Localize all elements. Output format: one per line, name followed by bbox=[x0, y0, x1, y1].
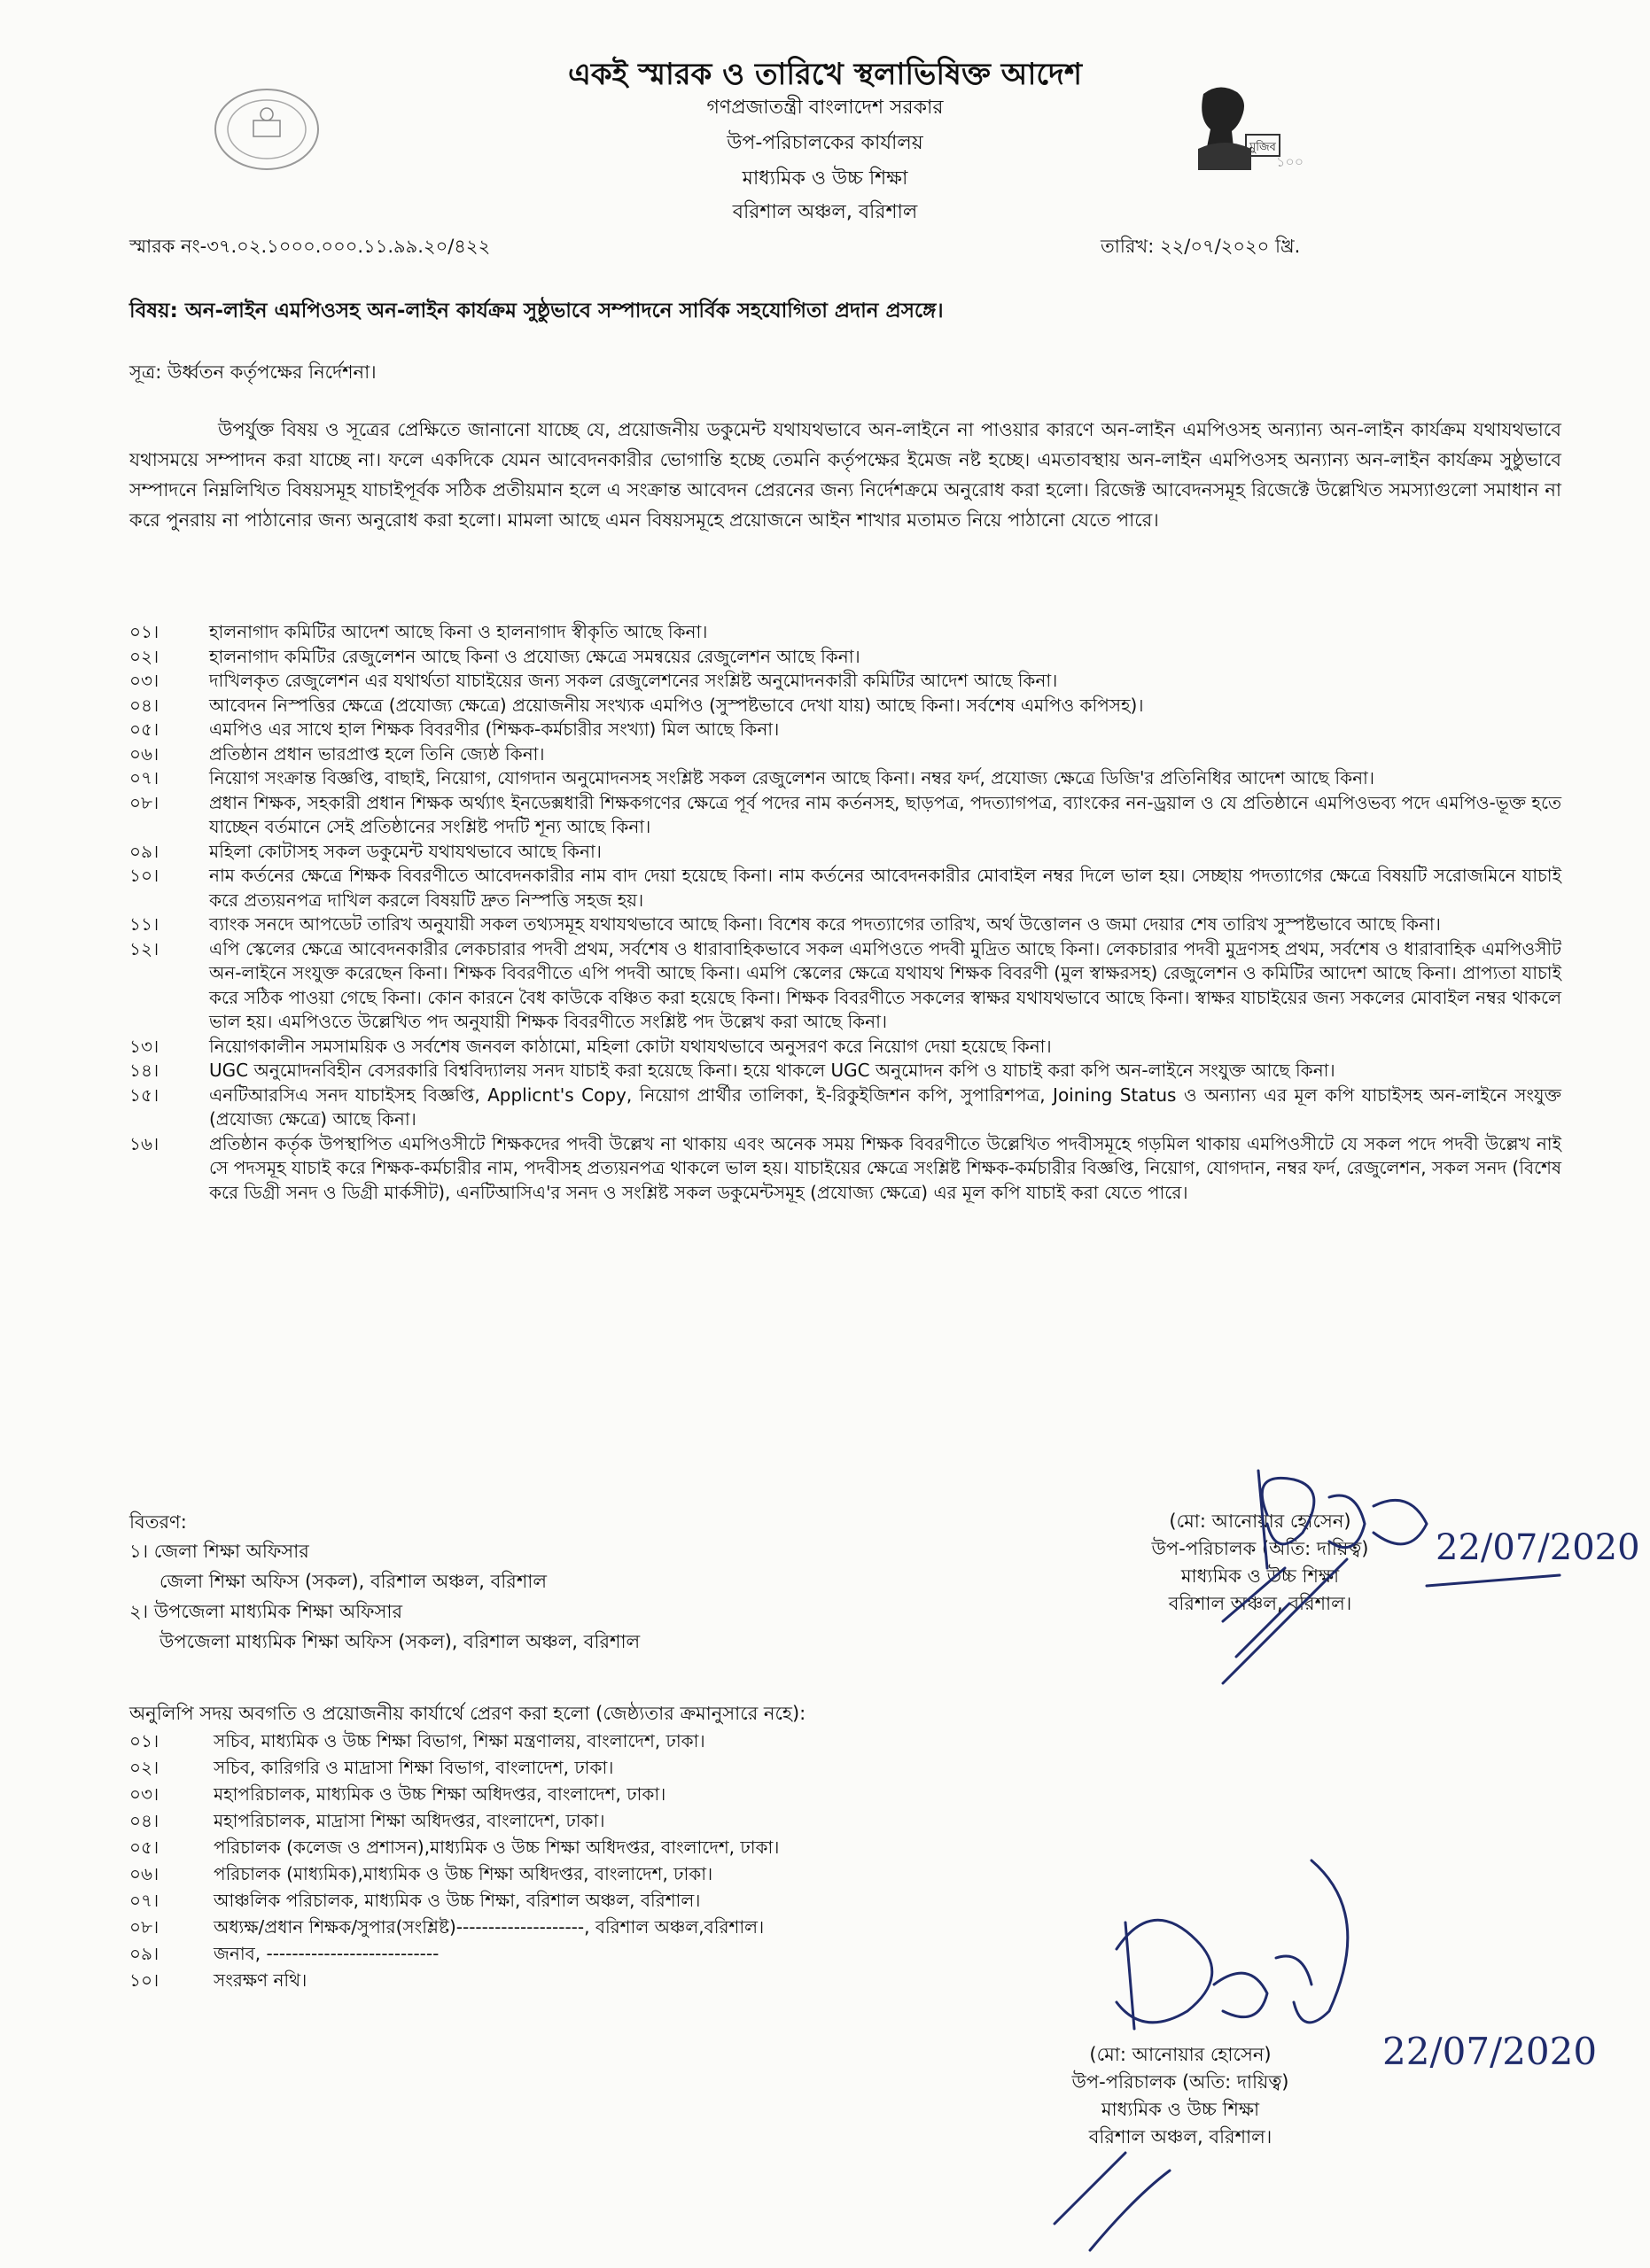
list-item-number: ০২। bbox=[129, 1757, 160, 1778]
list-item-number: ০১। bbox=[129, 1730, 160, 1751]
list-item-text: সংরক্ষণ নথি। bbox=[214, 1969, 307, 1991]
list-item-number: ১০। bbox=[129, 1969, 160, 1991]
list-item bbox=[129, 766, 1561, 791]
zone-name: বরিশাল অঞ্চল, বরিশাল bbox=[732, 201, 918, 223]
distribution-entry: ১। জেলা শিক্ষা অফিসার bbox=[129, 1541, 309, 1562]
list-item-number: ১১। bbox=[129, 913, 160, 935]
list-item-number: ০৫। bbox=[129, 718, 160, 740]
list-item-number: ০৫। bbox=[129, 1837, 160, 1858]
list-item-number: ০৩। bbox=[129, 670, 160, 691]
list-item-text: নিয়োগ সংক্রান্ত বিজ্ঞপ্তি, বাছাই, নিয়োগ, যোগদান অনুমোদনসহ সংশ্লিষ্ট সকল রেজুলেশন আছে কিনা। নম্বর ফর্দ, প্রযোজ্য ক্ষেত্রে ডিজি'র প্রতিনিধির আদেশ আছে কিনা। bbox=[209, 767, 1375, 788]
list-item bbox=[129, 1084, 1561, 1132]
list-item bbox=[129, 669, 1561, 694]
list-item-number: ০৯। bbox=[129, 1943, 160, 1964]
list-item bbox=[129, 694, 1561, 718]
list-item bbox=[129, 1834, 1104, 1860]
list-item-number: ০৯। bbox=[129, 840, 160, 862]
distribution-heading: বিতরণ: bbox=[129, 1511, 187, 1533]
list-item bbox=[129, 1781, 1104, 1807]
cc-heading: অনুলিপি সদয় অবগতি ও প্রয়োজনীয় কার্যার্থে প্রেরণ করা হলো (জেষ্ঠ্যতার ক্রমানুসারে নহে): bbox=[129, 1703, 806, 1724]
list-item-text: আবেদন নিস্পত্তির ক্ষেত্রে (প্রযোজ্য ক্ষেত্রে) প্রয়োজনীয় সংখ্যক এমপিও (সুস্পষ্টভাবে দেখা যায়) আছে কিনা। সর্বশেষ এমপিও কপিসহ)। bbox=[209, 694, 1144, 716]
list-item-text: এমপিও এর সাথে হাল শিক্ষক বিবরণীর (শিক্ষক-কর্মচারীর সংখ্যা) মিল আছে কিনা। bbox=[209, 718, 780, 740]
list-item bbox=[129, 1807, 1104, 1834]
list-item-text: প্রতিষ্ঠান প্রধান ভারপ্রাপ্ত হলে তিনি জ্যেষ্ঠ কিনা। bbox=[209, 742, 545, 765]
distribution-list bbox=[129, 1536, 640, 1657]
department-name: মাধ্যমিক ও উচ্চ শিক্ষা bbox=[742, 167, 908, 190]
list-item bbox=[129, 1914, 1104, 1940]
list-item bbox=[129, 791, 1561, 840]
cc-list bbox=[129, 1728, 1104, 1993]
order-title: একই স্মারক ও তারিখে স্থলাভিষিক্ত আদেশ bbox=[567, 57, 1083, 92]
handwritten-signature-2 bbox=[1019, 1843, 1639, 2268]
list-item bbox=[129, 1860, 1104, 1887]
list-item-number: ০৪। bbox=[129, 694, 160, 716]
list-item bbox=[129, 1728, 1104, 1754]
list-item-number: ১২। bbox=[129, 937, 160, 959]
list-item-number: ১০। bbox=[129, 865, 160, 886]
subject-line: বিষয়: অন-লাইন এমপিওসহ অন-লাইন কার্যক্রম সুষ্ঠুভাবে সম্পাদনে সার্বিক সহযোগিতা প্রদান প্রসঙ্গে। bbox=[129, 299, 944, 322]
distribution-entry-detail: জেলা শিক্ষা অফিস (সকল), বরিশাল অঞ্চল, বরিশাল bbox=[160, 1571, 548, 1592]
list-item-text: UGC অনুমোদনবিহীন বেসরকারি বিশ্ববিদ্যালয় সনদ যাচাই করা হয়েছে কিনা। হয়ে থাকলে UGC অনুমোদন কপি ও যাচাই করা কপি অন-লাইনে সংযুক্ত আছে কিনা। bbox=[209, 1060, 1335, 1081]
distribution-entry-detail: উপজেলা মাধ্যমিক শিক্ষা অফিস (সকল), বরিশাল অঞ্চল, বরিশাল bbox=[160, 1631, 641, 1652]
list-item-text: এপি স্কেলের ক্ষেত্রে আবেদনকারীর লেকচারার পদবী প্রথম, সর্বশেষ ও ধারাবাহিকভাবে সকল এমপিওতে পদবী মুদ্রিত আছে কিনা। লেকচারার পদবী মুদ্রণসহ প্রথম, সর্বশেষ ও ধারাবাহিক এমপিওসীট অন-লাইনে সংযুক্ত করেছেন কিনা। শিক্ষক বিবরণীতে এপি পদবী আছে কিনা। এমপি স্কেলের ক্ষেত্রে যথাযথ শিক্ষক বিবরণী (মুল স্বাক্ষরসহ) রেজুলেশন ও কমিটির আদেশ আছে কিনা। প্রাপ্যতা যাচাই করে সঠিক পাওয়া গেছে কিনা। কোন কারনে বৈধ কাউকে বঞ্চিত করা হয়েছে কিনা। শিক্ষক বিবরণীতে সকলের স্বাক্ষর যথাযথভাবে আছে কিনা। স্বাক্ষর যাচাইয়ের জন্য সকলের মোবাইল নম্বর থাকলে ভাল হয়। এমপিওতে উল্লেখিত পদ অনুযায়ী শিক্ষক বিবরণীতে সংশ্লিষ্ট পদ উল্লেখ করা আছে কিনা। bbox=[209, 937, 1561, 1032]
list-item bbox=[129, 840, 1561, 865]
list-item-text: মহাপরিচালক, মাদ্রাসা শিক্ষা অধিদপ্তর, বাংলাদেশ, ঢাকা। bbox=[214, 1810, 605, 1831]
signatory-name: (মো: আনোয়ার হোসেন) bbox=[1169, 1511, 1351, 1532]
list-item-text: হালনাগাদ কমিটির আদেশ আছে কিনা ও হালনাগাদ স্বীকৃতি আছে কিনা। bbox=[209, 621, 708, 642]
list-item-text: প্রতিষ্ঠান কর্তৃক উপস্থাপিত এমপিওসীটে শিক্ষকদের পদবী উল্লেখ না থাকায় এবং অনেক সময় শিক্ষক বিবরণীতে উল্লেখিত পদবীসমূহে গড়মিল থাকায় এমপিওসীটে যে সকল পদে পদবী উল্লেখ নাই সে পদসমূহ যাচাই করে শিক্ষক-কর্মচারীর নাম, পদবীসহ প্রত্যয়নপত্র থাকলে ভাল হয়। যাচাইয়ের ক্ষেত্রে সংশ্লিষ্ট শিক্ষক-কর্মচারীর বিজ্ঞপ্তি, নিয়োগ, যোগদান, নম্বর ফর্দ, রেজুলেশন, সকল সনদ (বিশেষ করে ডিগ্রী সনদ ও ডিগ্রী মার্কসীট), এনটিআসিএ'র সনদ ও সংশ্লিষ্ট সকল ডকুমেন্টসমূহ (প্রযোজ্য ক্ষেত্রে) এর মূল কপি যাচাই করা যেতে পারে। bbox=[209, 1132, 1561, 1203]
list-item-text: ব্যাংক সনদে আপডেট তারিখ অনুযায়ী সকল তথ্যসমূহ যথাযথভাবে আছে কিনা। বিশেষ করে পদত্যাগের তারিখ, অর্থ উত্তোলন ও জমা দেয়ার শেষ তারিখ সুস্পষ্টভাবে আছে কিনা। bbox=[209, 913, 1441, 935]
signatory-zone: বরিশাল অঞ্চল, বরিশাল। bbox=[1168, 1593, 1352, 1614]
list-item bbox=[129, 937, 1561, 1035]
list-item-text: মহাপরিচালক, মাধ্যমিক ও উচ্চ শিক্ষা অধিদপ্তর, বাংলাদেশ, ঢাকা। bbox=[214, 1783, 666, 1805]
list-item-number: ০৩। bbox=[129, 1783, 160, 1805]
office-name: উপ-পরিচালকের কার্যালয় bbox=[727, 132, 923, 154]
list-item-number: ১৫। bbox=[129, 1084, 160, 1106]
list-item-number: ০২। bbox=[129, 645, 160, 667]
list-item bbox=[129, 864, 1561, 913]
list-item-number: ০১। bbox=[129, 621, 160, 642]
memo-number: স্মারক নং-৩৭.০২.১০০০.০০০.১১.৯৯.২০/৪২২ bbox=[129, 236, 491, 257]
checklist bbox=[129, 620, 1561, 1205]
list-item-text: সচিব, কারিগরি ও মাদ্রাসা শিক্ষা বিভাগ, বাংলাদেশ, ঢাকা। bbox=[214, 1757, 614, 1778]
list-item bbox=[129, 742, 1561, 767]
list-item-text: নিয়োগকালীন সমসাময়িক ও সর্বশেষ জনবল কাঠামো, মহিলা কোটা যথাযথভাবে অনুসরণ করে নিয়োগ দেয়া হয়েছে কিনা। bbox=[209, 1035, 1052, 1057]
list-item-number: ০৬। bbox=[129, 1863, 160, 1884]
list-item-number: ১৬। bbox=[129, 1132, 160, 1154]
list-item-text: জনাব, --------------------------- bbox=[214, 1943, 440, 1964]
list-item-number: ১৪। bbox=[129, 1060, 160, 1081]
list-item-text: পরিচালক (কলেজ ও প্রশাসন),মাধ্যমিক ও উচ্চ শিক্ষা অধিদপ্তর, বাংলাদেশ, ঢাকা। bbox=[214, 1837, 780, 1858]
list-item bbox=[129, 1132, 1561, 1206]
handwritten-date-1: 22/07/2020 bbox=[1436, 1527, 1640, 1568]
list-item bbox=[129, 645, 1561, 670]
list-item-number: ০৮। bbox=[129, 791, 160, 813]
list-item-number: ০৬। bbox=[129, 742, 160, 765]
list-item-text: সচিব, মাধ্যমিক ও উচ্চ শিক্ষা বিভাগ, শিক্ষা মন্ত্রণালয়, বাংলাদেশ, ঢাকা। bbox=[214, 1730, 705, 1751]
list-item-text: পরিচালক (মাধ্যমিক),মাধ্যমিক ও উচ্চ শিক্ষা অধিদপ্তর, বাংলাদেশ, ঢাকা। bbox=[214, 1863, 713, 1884]
signatory-name: (মো: আনোয়ার হোসেন) bbox=[1089, 2044, 1272, 2065]
list-item-text: প্রধান শিক্ষক, সহকারী প্রধান শিক্ষক অর্থ্যাৎ ইনডেক্সধারী শিক্ষকগণের ক্ষেত্রে পূর্ব পদের নাম কর্তনসহ, ছাড়পত্র, পদত্যাগপত্র, ব্যাংকের নন-ড্রয়াল ও যে প্রতিষ্ঠানে এমপিওভব্য পদে এমপিও-ভূক্ত হতে যাচ্ছেন বর্তমানে সেই প্রতিষ্ঠানের সংশ্লিষ্ট পদটি শূন্য আছে কিনা। bbox=[209, 791, 1561, 837]
distribution-entry: ২। উপজেলা মাধ্যমিক শিক্ষা অফিসার bbox=[129, 1601, 403, 1622]
handwritten-signature-1 bbox=[1046, 1418, 1640, 1736]
list-item bbox=[129, 718, 1561, 742]
list-item bbox=[129, 1940, 1104, 1967]
list-item-text: নাম কর্তনের ক্ষেত্রে শিক্ষক বিবরণীতে আবেদনকারীর নাম বাদ দেয়া হয়েছে কিনা। নাম কর্তনের আবেদনকারীর মোবাইল নম্বর দিলে ভাল হয়। সেচ্ছায় পদত্যাগের ক্ষেত্রে বিষয়টি সরোজমিনে যাচাই করে প্রত্যয়নপত্র দাখিল করলে বিষয়টি দ্রুত নিস্পত্তি সহজ হয়। bbox=[209, 865, 1561, 911]
list-item-number: ০৪। bbox=[129, 1810, 160, 1831]
list-item bbox=[129, 1059, 1561, 1084]
list-item-number: ০৮। bbox=[129, 1916, 160, 1938]
signatory-designation: উপ-পরিচালক (অতি: দায়িত্ব) bbox=[1151, 1538, 1369, 1559]
signatory-zone: বরিশাল অঞ্চল, বরিশাল। bbox=[1088, 2126, 1273, 2148]
list-item-text: এনটিআরসিএ সনদ যাচাইসহ বিজ্ঞপ্তি, Applicnt's Copy, নিয়োগ প্রার্থীর তালিকা, ই-রিকুইজিশন কপি, সুপারিশপত্র, Joining Status ও অন্যান্য এর মূল কপি যাচাইসহ অন-লাইনে সংযুক্ত (প্রযোজ্য ক্ষেত্রে) আছে কিনা। bbox=[209, 1084, 1561, 1130]
handwritten-date-2: 22/07/2020 bbox=[1382, 2030, 1598, 2073]
list-item bbox=[129, 620, 1561, 645]
reference-line: সূত্র: উর্ধ্বতন কর্তৃপক্ষের নির্দেশনা। bbox=[129, 361, 377, 383]
signatory-department: মাধ্যমিক ও উচ্চ শিক্ষা bbox=[1180, 1565, 1340, 1587]
body-paragraph: উপর্যুক্ত বিষয় ও সূত্রের প্রেক্ষিতে জানানো যাচ্ছে যে, প্রয়োজনীয় ডকুমেন্ট যথাযথভাবে অন-লাইনে না পাওয়ার কারণে অন-লাইন এমপিওসহ অন্যান্য অন-লাইন কার্যক্রম যথাযথভাবে যথাসময়ে সম্পাদন করা যাচ্ছে না। ফলে একদিকে যেমন আবেদনকারীর ভোগান্তি হচ্ছে তেমনি কর্তৃপক্ষের ইমেজ নষ্ট হচ্ছে। এমতাবস্থায় অন-লাইন এমপিওসহ অন্যান্য অন-লাইন কার্যক্রম সুষ্ঠুভাবে সম্পাদনে নিম্নলিখিত বিষয়সমূহ যাচাইপূর্বক সঠিক প্রতীয়মান হলে এ সংক্রান্ত আবেদন প্রেরনের জন্য নির্দেশক্রমে অনুরোধ করা হলো। রিজেক্ট আবেদনসমূহ রিজেক্টে উল্লেখিত সমস্যাগুলো সমাধান না করে পুনরায় না পাঠানোর জন্য অনুরোধ করা হলো। মামলা আছে এমন বিষয়সমূহে প্রয়োজনে আইন শাখার মতামত নিয়ে পাঠানো যেতে পারে। bbox=[129, 419, 1561, 531]
svg-text:১০০: ১০০ bbox=[1276, 153, 1304, 170]
list-item-text: আঞ্চলিক পরিচালক, মাধ্যমিক ও উচ্চ শিক্ষা, বরিশাল অঞ্চল, বরিশাল। bbox=[214, 1890, 701, 1911]
list-item-text: হালনাগাদ কমিটির রেজুলেশন আছে কিনা ও প্রযোজ্য ক্ষেত্রে সমন্বয়ের রেজুলেশন আছে কিনা। bbox=[209, 645, 860, 667]
list-item-text: অধ্যক্ষ/প্রধান শিক্ষক/সুপার(সংশ্লিষ্ট)--------------------, বরিশাল অঞ্চল,বরিশাল। bbox=[214, 1916, 765, 1938]
svg-text:মুজিব: মুজিব bbox=[1249, 141, 1276, 154]
signatory-designation: উপ-পরিচালক (অতি: দায়িত্ব) bbox=[1071, 2071, 1289, 2093]
list-item bbox=[129, 913, 1561, 937]
signatory-department: মাধ্যমিক ও উচ্চ শিক্ষা bbox=[1101, 2099, 1260, 2120]
memo-date: তারিখ: ২২/০৭/২০২০ খ্রি. bbox=[1101, 236, 1301, 257]
government-name: গণপ্রজাতন্ত্রী বাংলাদেশ সরকার bbox=[706, 97, 944, 119]
list-item bbox=[129, 1967, 1104, 1993]
list-item bbox=[129, 1035, 1561, 1060]
list-item-number: ১৩। bbox=[129, 1035, 160, 1057]
list-item bbox=[129, 1754, 1104, 1781]
list-item-text: দাখিলকৃত রেজুলেশন এর যথার্থতা যাচাইয়ের জন্য সকল রেজুলেশনের সংশ্লিষ্ট অনুমোদনকারী কমিটির আদেশ আছে কিনা। bbox=[209, 670, 1058, 691]
list-item-number: ০৭। bbox=[129, 767, 160, 788]
list-item-text: মহিলা কোটাসহ সকল ডকুমেন্ট যথাযথভাবে আছে কিনা। bbox=[209, 840, 602, 862]
list-item bbox=[129, 1887, 1104, 1914]
list-item-number: ০৭। bbox=[129, 1890, 160, 1911]
